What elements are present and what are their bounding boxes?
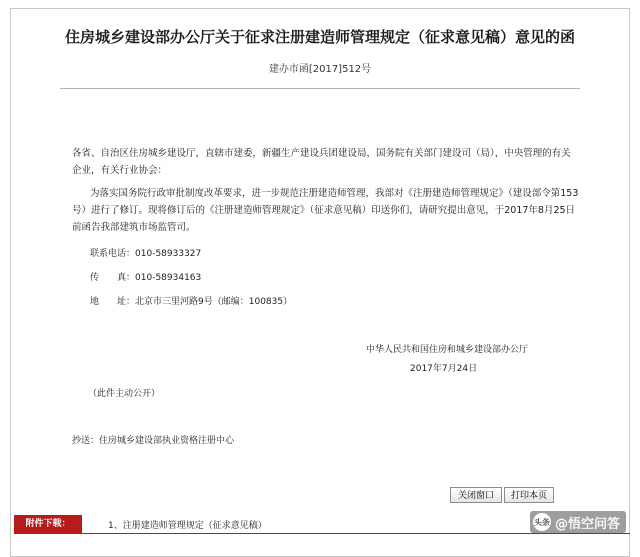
addressee-paragraph: 各省、自治区住房城乡建设厅，直辖市建委，新疆生产建设兵团建设局，国务院有关部门建设司（局），中央管理的有关企业，有关行业协会： [72, 148, 571, 176]
close-window-button[interactable]: 关闭窗口 [450, 487, 502, 503]
disclosure-note: （此件主动公开） [88, 389, 161, 399]
print-page-button[interactable]: 打印本页 [504, 487, 554, 503]
cc-line: 抄送：住房城乡建设部执业资格注册中心 [72, 436, 235, 446]
attachment-link[interactable]: 1、注册建造师管理规定（征求意见稿） [108, 521, 267, 531]
contact-fax [90, 270, 201, 287]
watermark-text: @悟空问答 [554, 516, 620, 532]
contact-phone [90, 246, 201, 263]
contact-address-label: 地 址： [90, 297, 136, 307]
contact-address-value: 北京市三里河路9号（邮编：100835） [135, 297, 293, 307]
signature: 中华人民共和国住房和城乡建设部办公厅 [366, 345, 529, 355]
issue-date: 2017年7月24日 [410, 364, 478, 374]
body-paragraph: 为落实国务院行政审批制度改革要求，进一步规范注册建造师管理，我部对《注册建造师管理规定》（建设部令第153号）进行了修订。现将修订后的《注册建造师管理规定》（征求意见稿）印送你们，请研究提出意见，于2017年8月25日前函告我部建筑市场监管司。 [72, 188, 579, 233]
contact-fax-label: 传 真： [90, 273, 136, 283]
contact-address [90, 294, 292, 311]
contact-fax-value: 010-58934163 [135, 273, 202, 283]
contact-phone-label: 联系电话： [90, 249, 136, 259]
attachment-divider [14, 533, 630, 534]
watermark [530, 511, 626, 533]
contact-phone-value: 010-58933327 [135, 249, 202, 259]
title-divider [60, 88, 580, 89]
page-title: 住房城乡建设部办公厅关于征求注册建造师管理规定（征求意见稿）意见的函 [64, 28, 575, 46]
toutiao-logo-icon: 头条 [533, 513, 551, 531]
attachment-download-label: 附件下载： [14, 515, 82, 533]
document-number: 建办市函[2017]512号 [268, 64, 372, 75]
